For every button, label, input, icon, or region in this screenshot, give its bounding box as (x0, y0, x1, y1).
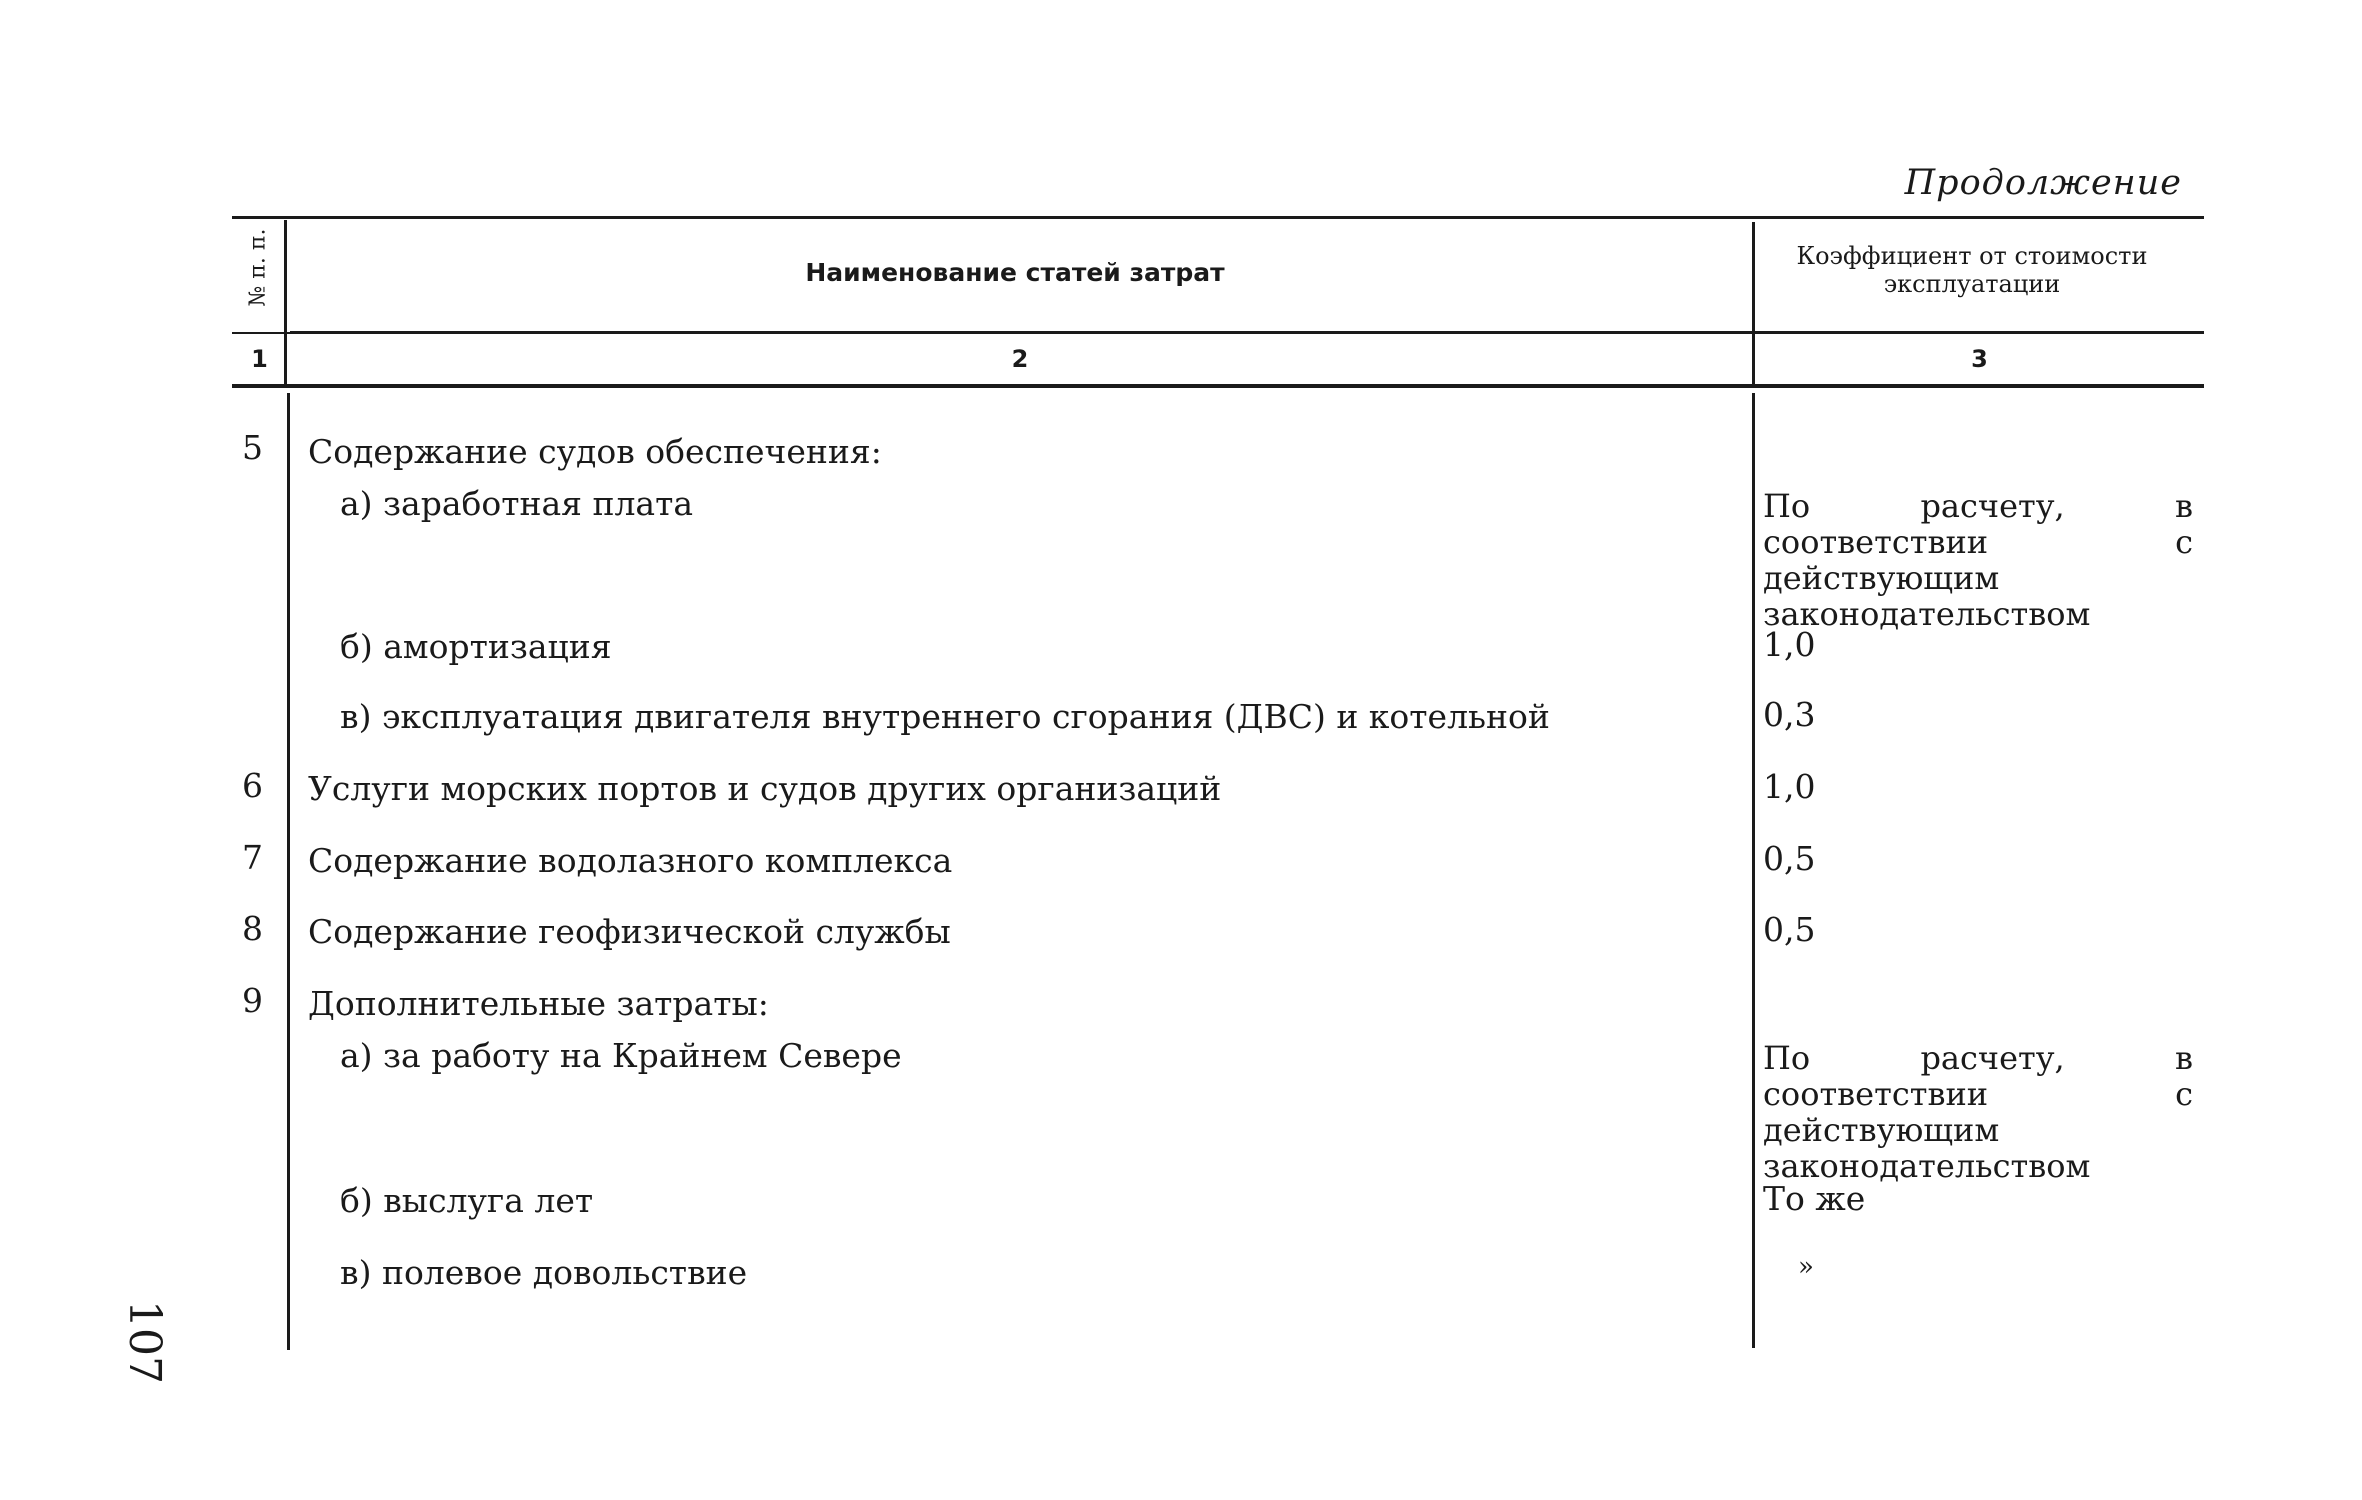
header-divider-rule (290, 331, 2204, 334)
row-text: Содержание судов обеспечения: (308, 432, 882, 471)
row-text: Содержание водолазного комплекса (308, 841, 953, 880)
name-column-header: Наименование статей затрат (805, 258, 1225, 287)
column-number-2: 2 (1011, 345, 1029, 373)
coefficient-header-line1: Коэффициент от стоимости (1796, 242, 2148, 270)
row-number: 6 (242, 766, 263, 805)
row-number: 9 (242, 981, 263, 1020)
column-divider-right-body (1752, 393, 1755, 1348)
row-number: 7 (242, 838, 263, 877)
coefficient-header-line2: эксплуатации (1883, 270, 2061, 298)
row-subitem: в) эксплуатация двигателя внутреннего сгорания (ДВС) и котельной (340, 697, 1550, 736)
table-top-rule (232, 216, 2204, 219)
column-divider-left-body (287, 393, 290, 1350)
row-value: 0,5 (1763, 839, 1816, 878)
row-text: Содержание геофизической службы (308, 912, 951, 951)
column-number-1: 1 (251, 345, 268, 373)
number-column-header: № п. п. (245, 227, 271, 307)
row-subitem: а) за работу на Крайнем Севере (340, 1036, 902, 1075)
page-number: 107 (119, 1300, 170, 1384)
coefficient-column-header (1752, 242, 2192, 298)
row-number: 5 (242, 428, 263, 467)
row-value: То же (1763, 1179, 1866, 1218)
row-text: Услуги морских портов и судов других организаций (308, 769, 1222, 808)
row-value: » (1798, 1252, 1814, 1282)
header-number-rule (232, 332, 290, 334)
row-value: 1,0 (1763, 767, 1816, 806)
row-value: 0,5 (1763, 910, 1816, 949)
row-subitem: б) выслуга лет (340, 1181, 594, 1220)
row-subitem: а) заработная плата (340, 484, 694, 523)
column-number-3: 3 (1971, 345, 1988, 373)
continuation-label: Продолжение (1904, 163, 2182, 203)
row-value: По расчету, в соответствии с действующим законодательством (1763, 487, 2193, 633)
row-value: 1,0 (1763, 625, 1816, 664)
row-number: 8 (242, 909, 263, 948)
row-subitem: в) полевое довольствие (340, 1253, 748, 1292)
row-subitem: б) амортизация (340, 627, 612, 666)
row-value: По расчету, в соответствии с действующим законодательством (1763, 1039, 2193, 1185)
row-value: 0,3 (1763, 695, 1816, 734)
column-numbers-rule (232, 384, 2204, 388)
row-text: Дополнительные затраты: (308, 984, 769, 1023)
